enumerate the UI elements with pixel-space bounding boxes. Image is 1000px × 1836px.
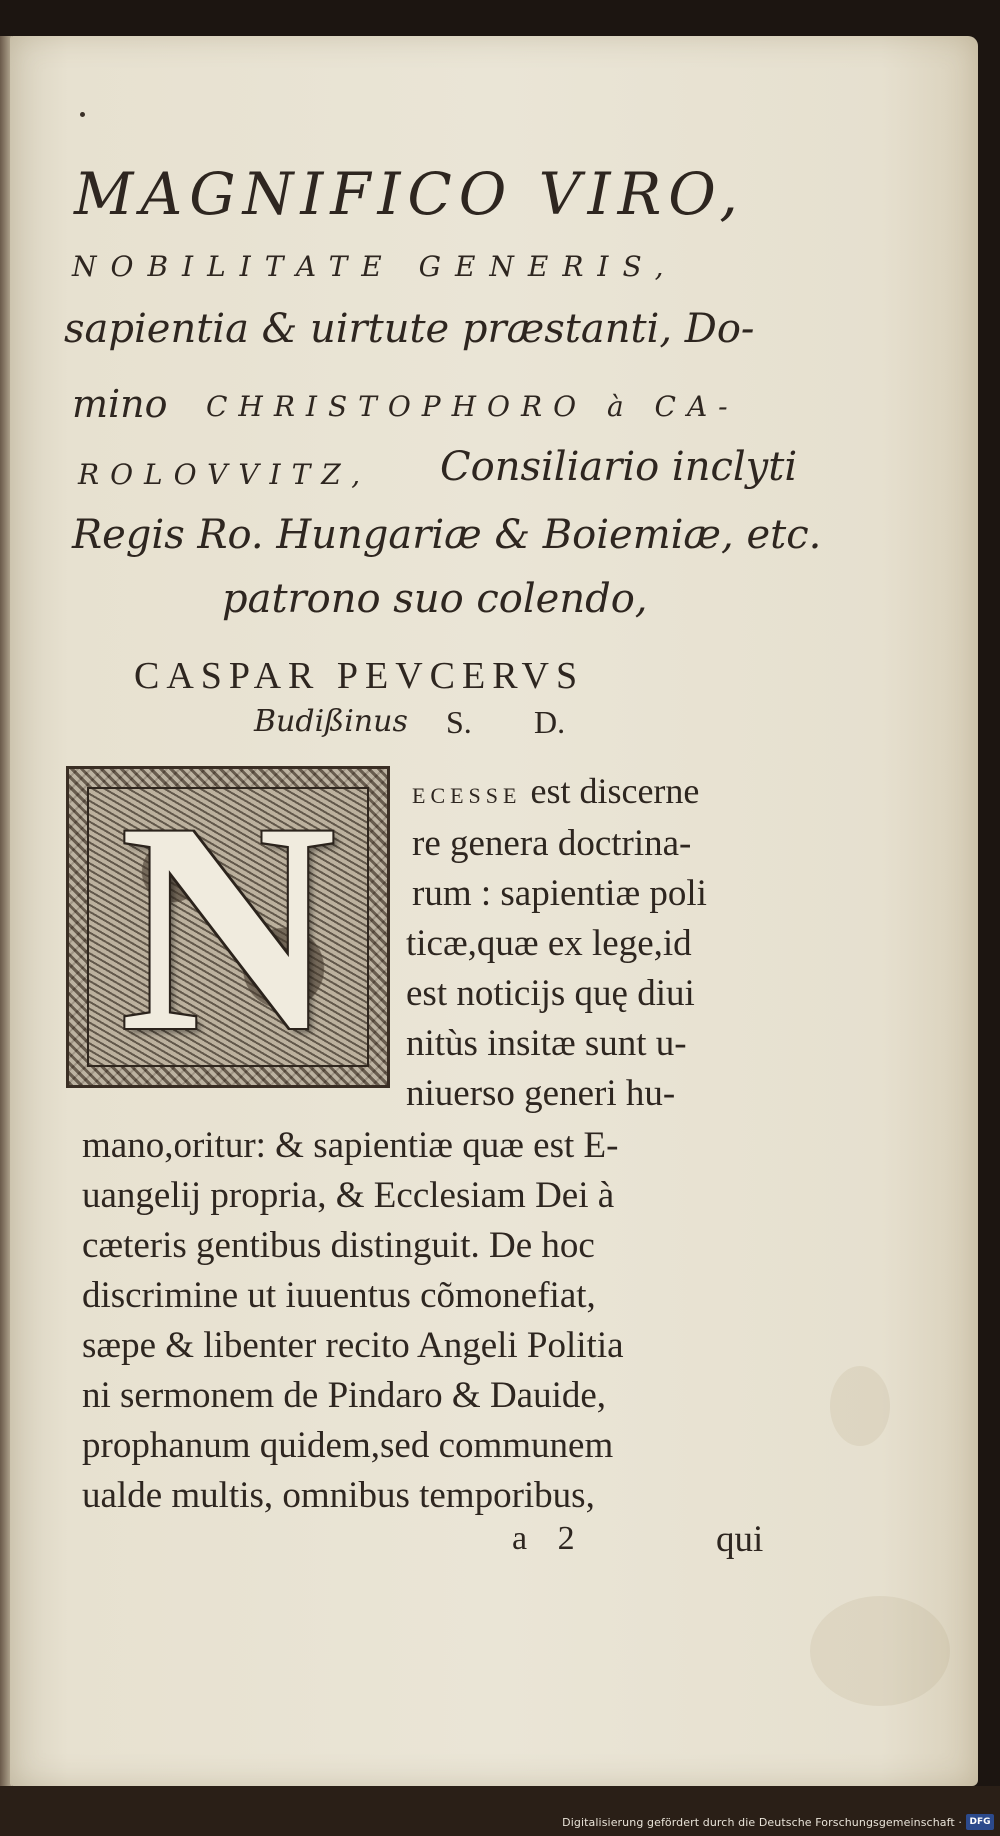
decorated-initial	[66, 761, 390, 1093]
body-line-15: ualde multis, omnibus temporibus,	[82, 1475, 595, 1516]
author-salutation-d: D.	[534, 704, 566, 740]
body-line-12: sæpe & libenter recito Angeli Politia	[82, 1325, 624, 1366]
paper-stain	[830, 1366, 890, 1446]
dedication-line-5b: Consiliario inclyti	[440, 444, 798, 490]
dedication-line-1: MAGNIFICO VIRO,	[74, 160, 745, 228]
body-line-4: ticæ,quæ ex lege,id	[406, 923, 692, 964]
body-line-2: re genera doctrina-	[412, 823, 692, 864]
dedication-line-3: sapientia & uirtute præstanti, Do-	[64, 306, 755, 352]
author-place: Budißinus	[254, 704, 408, 739]
body-line-13: ni sermonem de Pindaro & Dauide,	[82, 1375, 607, 1416]
signature-mark: a 2	[512, 1520, 575, 1557]
body-line-5: est noticijs quę diui	[406, 973, 695, 1014]
body-line-9: uangelij propria, & Ecclesiam Dei à	[82, 1175, 615, 1216]
dedication-line-4a: mino	[72, 382, 168, 426]
catchword: qui	[716, 1519, 764, 1560]
digitization-credit: Digitalisierung gefördert durch die Deutsche Forschungsgemeinschaft ·	[562, 1816, 962, 1829]
body-line-11: discrimine ut iuuentus cõmonefiat,	[82, 1275, 596, 1316]
dedication-line-4b: CHRISTOPHORO à CA-	[206, 390, 739, 423]
initial-letter: N	[119, 761, 337, 1093]
body-line-10: cæteris gentibus distinguit. De hoc	[82, 1225, 595, 1266]
dedication-line-2: NOBILITATE GENERIS,	[72, 250, 678, 283]
body-line-7: niuerso generi hu-	[406, 1073, 676, 1114]
dedication-line-5a: ROLOVVITZ,	[78, 458, 372, 491]
body-line-1-caps: ECESSE	[412, 783, 522, 808]
body-line-1	[412, 770, 699, 812]
body-line-8: mano,oritur: & sapientiæ quæ est E-	[82, 1125, 619, 1166]
body-line-6: nitùs insitæ sunt u-	[406, 1023, 687, 1064]
author-name: CASPAR PEVCERVS	[134, 655, 585, 697]
ink-dot	[80, 112, 85, 117]
author-salutation-s: S.	[446, 704, 472, 740]
body-line-14: prophanum quidem,sed communem	[82, 1425, 614, 1466]
body-line-3: rum : sapientiæ poli	[412, 873, 707, 914]
dedication-line-6: Regis Ro. Hungariæ & Boiemiæ, etc.	[72, 512, 822, 558]
initial-ornament	[87, 761, 369, 1093]
dedication-line-7: patrono suo colendo,	[222, 576, 648, 622]
paper-stain	[810, 1596, 950, 1706]
body-line-1-rest: est discerne	[530, 771, 700, 811]
dfg-logo-icon: DFG	[966, 1814, 994, 1830]
